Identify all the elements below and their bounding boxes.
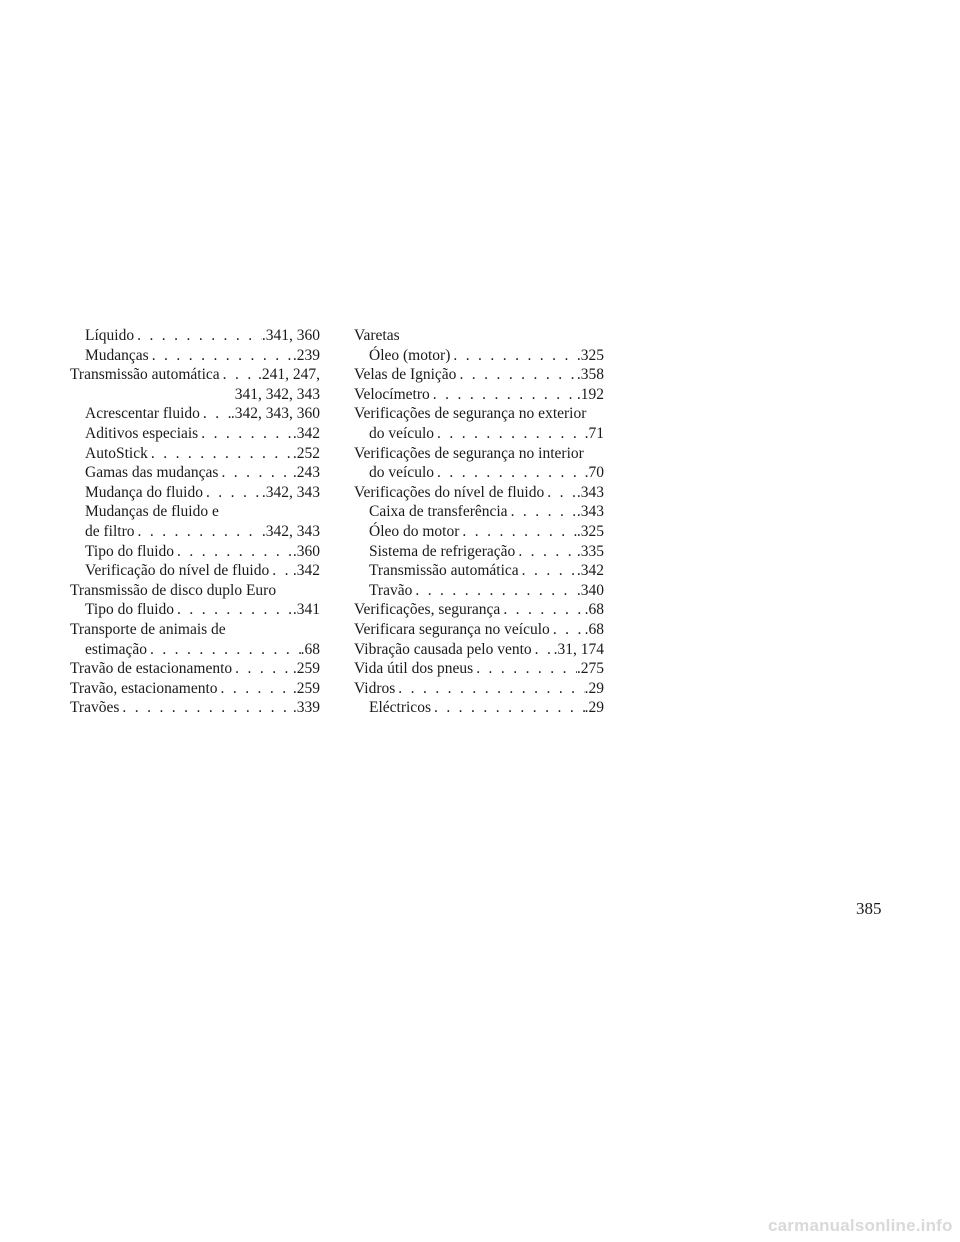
index-entry	[354, 365, 604, 385]
index-entry-pages: .192	[576, 385, 604, 403]
index-entry	[70, 444, 320, 464]
dot-leader	[519, 561, 577, 581]
index-entry-term: Gamas das mudanças	[85, 464, 219, 482]
index-entry-term: Óleo do motor	[369, 522, 460, 540]
index-entry	[354, 522, 604, 542]
index-entry-term: Transmissão automática	[369, 562, 519, 580]
index-entry	[70, 542, 320, 562]
dot-leader	[119, 698, 292, 718]
index-entry-term: Aditivos especiais	[85, 424, 199, 442]
index-entry	[70, 640, 320, 660]
index-entry-term: Verificações de segurança no exterior	[354, 405, 587, 423]
index-entry-term: Caixa de transferência	[369, 503, 508, 521]
dot-leader	[203, 483, 262, 503]
dot-leader	[544, 483, 577, 503]
index-entry-pages: .340	[576, 581, 604, 599]
dot-leader	[550, 620, 585, 640]
index-entry-pages: .70	[584, 464, 604, 482]
index-entry-pages: .243	[292, 464, 320, 482]
dot-leader	[532, 640, 554, 660]
dot-leader	[473, 659, 577, 679]
dot-leader	[395, 679, 584, 699]
index-entry	[354, 346, 604, 366]
index-entry	[70, 346, 320, 366]
index-entry	[70, 620, 320, 640]
dot-leader	[269, 561, 293, 581]
index-entry	[354, 561, 604, 581]
index-entry-pages: .325	[576, 522, 604, 540]
index-entry-pages: .360	[292, 542, 320, 560]
dot-leader	[147, 640, 301, 660]
dot-leader	[220, 365, 258, 385]
index-entry-pages: .341, 360	[261, 327, 320, 344]
index-entry	[354, 698, 604, 718]
index-entry	[70, 365, 320, 385]
index-entry-pages: .342, 343	[261, 483, 320, 501]
index-entry-term: Varetas	[354, 327, 400, 344]
index-entry	[70, 483, 320, 503]
index-entry	[70, 698, 320, 718]
index-entry-term: Líquido	[85, 327, 135, 344]
index-entry-pages: .342, 343	[261, 522, 320, 540]
index-entry-term: AutoStick	[85, 444, 148, 462]
index-entry-pages: .275	[576, 660, 604, 678]
index-entry-term: de filtro	[85, 522, 135, 540]
index-entry	[354, 542, 604, 562]
index-entry-pages: .342	[292, 562, 320, 580]
dot-leader	[174, 542, 293, 562]
index-entry-pages: .68	[300, 640, 320, 658]
index-entry-term: do veículo	[369, 424, 434, 442]
index-entry	[70, 561, 320, 581]
dot-leader	[174, 600, 293, 620]
index-entry-pages: .68	[584, 601, 604, 619]
dot-leader	[515, 542, 577, 562]
dot-leader	[456, 365, 576, 385]
dot-leader	[412, 581, 577, 601]
index-entry-pages: .259	[292, 679, 320, 697]
index-entry	[354, 620, 604, 640]
dot-leader	[135, 522, 262, 542]
dot-leader	[459, 522, 576, 542]
watermark: carmanualsonline.info	[768, 1216, 953, 1235]
index-entry-pages: .31, 174	[553, 640, 604, 658]
dot-leader	[232, 659, 293, 679]
index-entry-term: Travão de estacionamento	[70, 660, 233, 678]
index-entry-term: Travão	[369, 581, 413, 599]
index-entry-term: Verificara segurança no veículo	[354, 620, 550, 638]
index-entry-term: Velocímetro	[354, 385, 430, 403]
index-entry-term: Vida útil dos pneus	[354, 660, 474, 678]
index-entry	[354, 679, 604, 699]
index-entry-pages: .68	[584, 620, 604, 638]
index-entry-pages: .325	[576, 346, 604, 364]
index-entry	[354, 326, 604, 346]
dot-leader	[218, 679, 293, 699]
index-entry-term: estimação	[85, 640, 147, 658]
index-entry	[354, 463, 604, 483]
index-entry-pages: .342	[292, 424, 320, 442]
index-entry-pages: .259	[292, 660, 320, 678]
dot-leader	[134, 326, 262, 346]
index-entry	[354, 502, 604, 522]
index-entry-term: Verificações de segurança no interior	[354, 444, 584, 462]
index-entry	[70, 404, 320, 424]
index-entry-term: Travões	[70, 699, 120, 717]
dot-leader	[200, 404, 231, 424]
index-entry-term: Verificação do nível de fluido	[85, 562, 270, 580]
index-entry	[354, 424, 604, 444]
dot-leader	[500, 600, 584, 620]
index-entry-term: Mudanças de fluido e	[85, 503, 219, 521]
index-entry	[70, 463, 320, 483]
index-entry	[354, 385, 604, 405]
index-column-right	[354, 326, 604, 718]
index-entry-pages: .341	[292, 601, 320, 619]
index-entry-pages: .29	[584, 699, 604, 717]
index-entry-pages-continued: 341, 342, 343	[234, 385, 320, 403]
index-entry-term: Transmissão automática	[70, 366, 220, 384]
index-entry-pages: .342	[576, 562, 604, 580]
index-entry	[70, 679, 320, 699]
index-entry	[70, 581, 320, 601]
dot-leader	[450, 346, 577, 366]
index-entry-term: Tipo do fluido	[85, 542, 175, 560]
index-entry-term: Acrescentar fluido	[85, 405, 200, 423]
index-entry-term: Eléctricos	[369, 699, 431, 717]
index-entry-term: Sistema de refrigeração	[369, 542, 516, 560]
index-entry-pages: .252	[292, 444, 320, 462]
index-entry-term: do veículo	[369, 464, 434, 482]
dot-leader	[198, 424, 293, 444]
index-entry	[354, 640, 604, 660]
dot-leader	[430, 385, 577, 405]
index-entry	[354, 404, 604, 424]
index-column-left	[70, 326, 320, 718]
index-entry-term: Vidros	[354, 679, 396, 697]
index-entry-pages: .239	[292, 346, 320, 364]
index-entry-term: Travão, estacionamento	[70, 679, 218, 697]
index-entry	[354, 444, 604, 464]
index-entry-term: Vibração causada pelo vento	[354, 640, 532, 658]
index-entry-term: Mudança do fluido	[85, 483, 203, 501]
dot-leader	[149, 346, 293, 366]
index-entry	[70, 424, 320, 444]
index-entry-pages: .241, 247,	[258, 366, 320, 384]
index-entry-term: Verificações, segurança	[354, 601, 501, 619]
dot-leader	[508, 502, 577, 522]
index-entry-term: Velas de Ignição	[354, 366, 457, 384]
index-entry-pages: .343	[576, 483, 604, 501]
index-entry	[70, 600, 320, 620]
index-entry	[70, 522, 320, 542]
page-number: 385	[856, 899, 882, 918]
index-entry	[70, 659, 320, 679]
index-entry-pages: .335	[576, 542, 604, 560]
dot-leader	[431, 698, 585, 718]
index-entry	[354, 483, 604, 503]
index-entry-term: Mudanças	[85, 346, 149, 364]
dot-leader	[434, 424, 585, 444]
index-entry-pages: .339	[292, 699, 320, 717]
index-entry-pages: .342, 343, 360	[230, 405, 320, 423]
index-entry-term: Transmissão de disco duplo Euro	[70, 581, 277, 599]
index-entry-pages: .71	[584, 424, 604, 442]
dot-leader	[218, 463, 292, 483]
index-entry-pages: .29	[584, 679, 604, 697]
index-entry-term: Óleo (motor)	[369, 346, 451, 364]
index-entry	[354, 659, 604, 679]
index-entry	[354, 581, 604, 601]
index-entry-pages: .358	[576, 366, 604, 384]
index-entry-term: Transporte de animais de	[70, 620, 226, 638]
index-entry	[354, 600, 604, 620]
dot-leader	[434, 463, 585, 483]
index-entry	[70, 326, 320, 346]
index-entry-pages: .343	[576, 503, 604, 521]
index-entry-term: Verificações do nível de fluido	[354, 483, 545, 501]
index-entry	[70, 502, 320, 522]
dot-leader	[148, 444, 293, 464]
index-entry-term: Tipo do fluido	[85, 601, 175, 619]
